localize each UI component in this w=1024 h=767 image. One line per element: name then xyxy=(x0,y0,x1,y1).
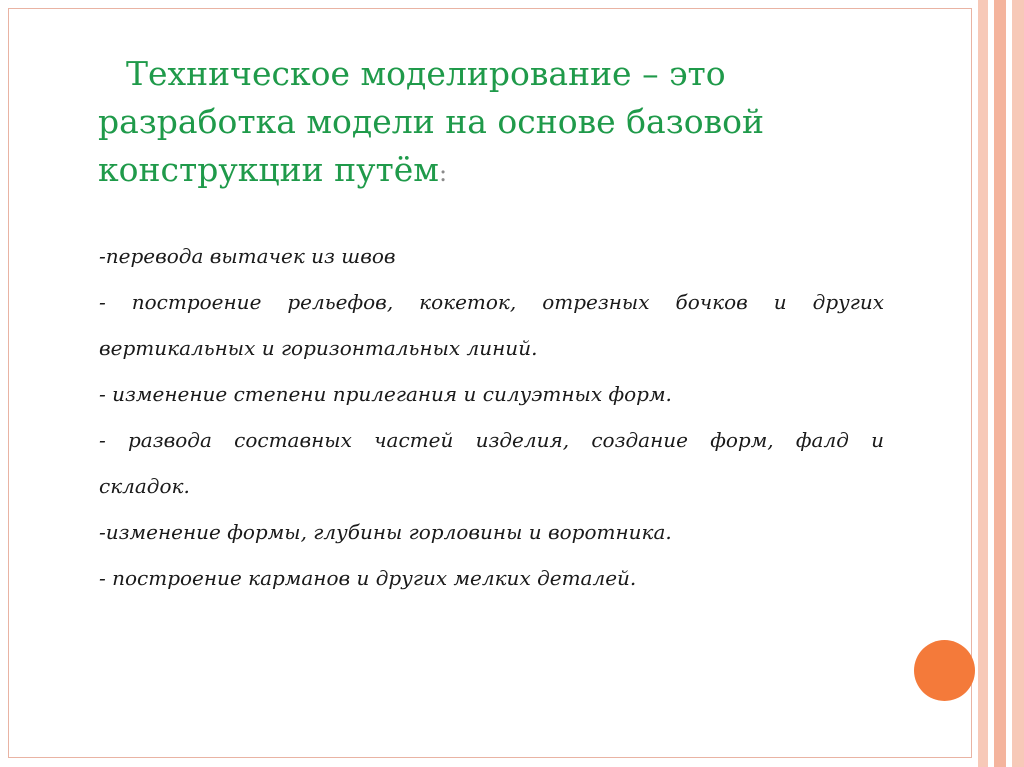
title-text: Техническое моделирование – это разработка модели на основе базовой конструкции путём xyxy=(98,54,765,189)
stripe xyxy=(994,0,1006,767)
decorative-side-stripes xyxy=(978,0,1024,767)
stripe xyxy=(1012,0,1024,767)
body-line: - построение карманов и других мелких деталей. xyxy=(99,566,637,590)
body-line: складок. xyxy=(99,474,190,498)
body-line: -изменение формы, глубины горловины и воротника. xyxy=(99,520,672,544)
stripe xyxy=(978,0,988,767)
body-line: - развода составных частей изделия, создание форм, фалд и xyxy=(99,428,884,452)
body-line: -перевода вытачек из швов xyxy=(99,244,396,268)
body-line: вертикальных и горизонтальных линий. xyxy=(99,336,538,360)
body-line: - изменение степени прилегания и силуэтных форм. xyxy=(99,382,672,406)
body-line: - построение рельефов, кокеток, отрезных бочков и других xyxy=(99,290,884,314)
slide-body xyxy=(99,233,884,601)
slide-title xyxy=(98,50,818,197)
orange-circle-icon xyxy=(914,640,975,701)
title-colon: : xyxy=(438,159,448,187)
